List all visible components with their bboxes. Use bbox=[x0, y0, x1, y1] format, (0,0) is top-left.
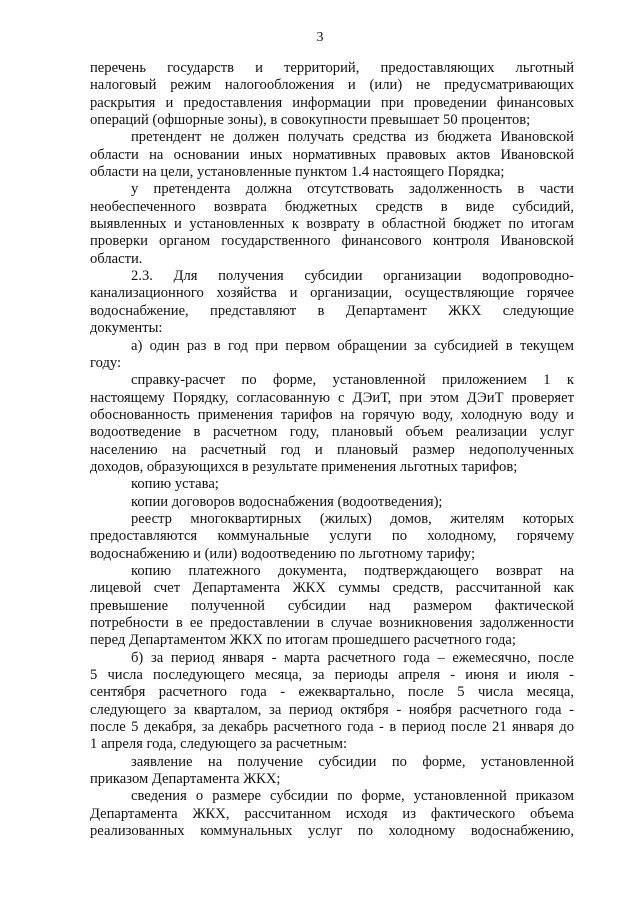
text-line: 1 апреля года, следующего за расчетным: bbox=[90, 736, 348, 753]
text-line: населению на расчетный год и плановый размер недополученных bbox=[90, 441, 574, 458]
text-line: приказом Департамента ЖКХ; bbox=[90, 771, 281, 788]
text-line: водоснабжению и (или) водоотведению по льготному тарифу; bbox=[90, 545, 476, 562]
text-line: перед Департаментом ЖКХ по итогам прошедшего расчетного года; bbox=[90, 632, 516, 649]
text-line: копию платежного документа, подтверждающего возврат на bbox=[131, 562, 574, 579]
text-line: области на основании иных нормативных правовых актов Ивановской bbox=[90, 146, 574, 163]
text-line: у претендента должна отсутствовать задолженность в части bbox=[131, 181, 574, 198]
text-line: копии договоров водоснабжения (водоотведения); bbox=[131, 493, 443, 510]
text-line: копию устава; bbox=[131, 476, 219, 493]
text-line: необеспеченного возврата бюджетных средств в виде субсидий, bbox=[90, 198, 574, 215]
text-line: документы: bbox=[90, 320, 163, 337]
text-line: настоящему Порядку, согласованную с ДЭиТ, при этом ДЭиТ проверяет bbox=[90, 389, 574, 406]
text-line: после 5 декабря, за декабрь расчетного года - в период после 21 января до bbox=[90, 719, 574, 736]
text-line: доходов, образующихся в результате применения льготных тарифов; bbox=[90, 458, 518, 475]
text-line: обоснованность применения тарифов на горячую воду, холодную воду и bbox=[90, 406, 574, 423]
text-line: году: bbox=[90, 354, 122, 371]
text-line: налоговый режим налогообложения и (или) не предусматривающих bbox=[90, 77, 574, 94]
text-line: раскрытия и предоставления информации при проведении финансовых bbox=[90, 94, 574, 111]
text-line: превышение полученной субсидии над размером фактической bbox=[90, 597, 574, 614]
text-line: водоснабжение, представляют в Департамент ЖКХ следующие bbox=[90, 302, 574, 319]
page-number: 3 bbox=[316, 30, 324, 45]
text-line: сентября расчетного года - ежеквартально, после 5 числа месяца, bbox=[90, 684, 574, 701]
text-line: водоотведение в расчетном году, плановый объем реализации услуг bbox=[90, 424, 574, 441]
text-line: канализационного хозяйства и организации, осуществляющие горячее bbox=[90, 285, 574, 302]
text-line: выявленных и установленных к возврату в областной бюджет по итогам bbox=[90, 216, 574, 233]
text-line: области. bbox=[90, 250, 143, 267]
text-line: сведения о размере субсидии по форме, установленной приказом bbox=[131, 788, 574, 805]
text-line: 2.3. Для получения субсидии организации водопроводно- bbox=[131, 268, 574, 285]
text-line: области на цели, установленные пунктом 1.4 настоящего Порядка; bbox=[90, 164, 505, 181]
text-line: а) один раз в год при первом обращении за субсидией в текущем bbox=[131, 337, 574, 354]
text-line: реализованных коммунальных услуг по холодному водоснабжению, bbox=[90, 823, 574, 840]
document-body bbox=[90, 60, 574, 840]
text-line: следующего за кварталом, за период октября - ноября расчетного года - bbox=[90, 701, 574, 718]
text-line: предоставляются коммунальные услуги по холодному, горячему bbox=[90, 528, 574, 545]
text-line: лицевой счет Департамента ЖКХ суммы средств, рассчитанной как bbox=[90, 580, 574, 597]
text-line: операций (офшорные зоны), в совокупности превышает 50 процентов; bbox=[90, 112, 531, 129]
text-line: 5 числа последующего месяца, за периоды апреля - июня и июля - bbox=[90, 667, 574, 684]
text-line: заявление на получение субсидии по форме, установленной bbox=[131, 753, 574, 770]
text-line: проверки органом государственного финансового контроля Ивановской bbox=[90, 233, 574, 250]
text-line: б) за период января - марта расчетного года – ежемесячно, после bbox=[131, 649, 574, 666]
text-line: перечень государств и территорий, предоставляющих льготный bbox=[90, 60, 574, 76]
text-line: претендент не должен получать средства из бюджета Ивановской bbox=[131, 129, 574, 146]
text-line: Департамента ЖКХ, рассчитанном исходя из фактического объема bbox=[90, 805, 574, 822]
text-line: справку-расчет по форме, установленной приложением 1 к bbox=[131, 372, 574, 389]
text-line: реестр многоквартирных (жилых) домов, жителям которых bbox=[131, 510, 574, 527]
text-line: потребности в ее предоставлении в случае возникновения задолженности bbox=[90, 615, 574, 631]
